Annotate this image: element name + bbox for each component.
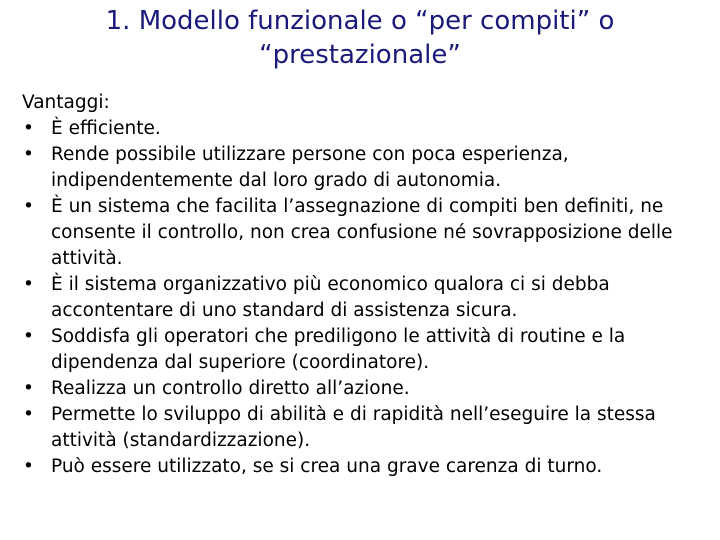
list-item	[22, 142, 712, 194]
list-item-text: Può essere utilizzato, se si crea una grave carenza di turno.	[51, 456, 603, 477]
list-item-text: Soddisfa gli operatori che prediligono le attività di routine e la dipendenza dal superiore (coordinatore).	[51, 326, 626, 373]
list-item-text: È efficiente.	[51, 118, 161, 139]
list-item	[22, 324, 712, 376]
bullet-marker: •	[23, 404, 34, 425]
title-line-1: 1. Modello funzionale o “per compiti” o	[105, 6, 615, 36]
list-item	[22, 194, 712, 272]
list-item-text: È il sistema organizzativo più economico qualora ci si debba accontentare di uno standard di assistenza sicura.	[51, 274, 610, 321]
bullet-marker: •	[23, 144, 34, 165]
list-item-text: Rende possibile utilizzare persone con poca esperienza, indipendentemente dal loro grado di autonomia.	[51, 144, 569, 191]
bullet-marker: •	[23, 456, 34, 477]
list-item	[22, 454, 712, 480]
bullet-marker: •	[23, 274, 34, 295]
list-item	[22, 272, 712, 324]
list-item-text: È un sistema che facilita l’assegnazione di compiti ben definiti, ne consente il controllo, non crea confusione né sovrapposizione delle attività.	[51, 196, 673, 269]
list-item	[22, 376, 712, 402]
list-item-text: Realizza un controllo diretto all’azione.	[51, 378, 410, 399]
title-line-2: “prestazionale”	[259, 40, 461, 70]
bullet-marker: •	[23, 196, 34, 217]
slide-title	[60, 4, 660, 72]
advantages-list	[22, 116, 712, 480]
list-item-text: Permette lo sviluppo di abilità e di rapidità nell’eseguire la stessa attività (standardizzazione).	[51, 404, 656, 451]
list-item	[22, 402, 712, 454]
bullet-marker: •	[23, 118, 34, 139]
list-item	[22, 116, 712, 142]
slide-body	[22, 90, 712, 480]
intro-label: Vantaggi:	[22, 92, 110, 113]
bullet-marker: •	[23, 378, 34, 399]
bullet-marker: •	[23, 326, 34, 347]
